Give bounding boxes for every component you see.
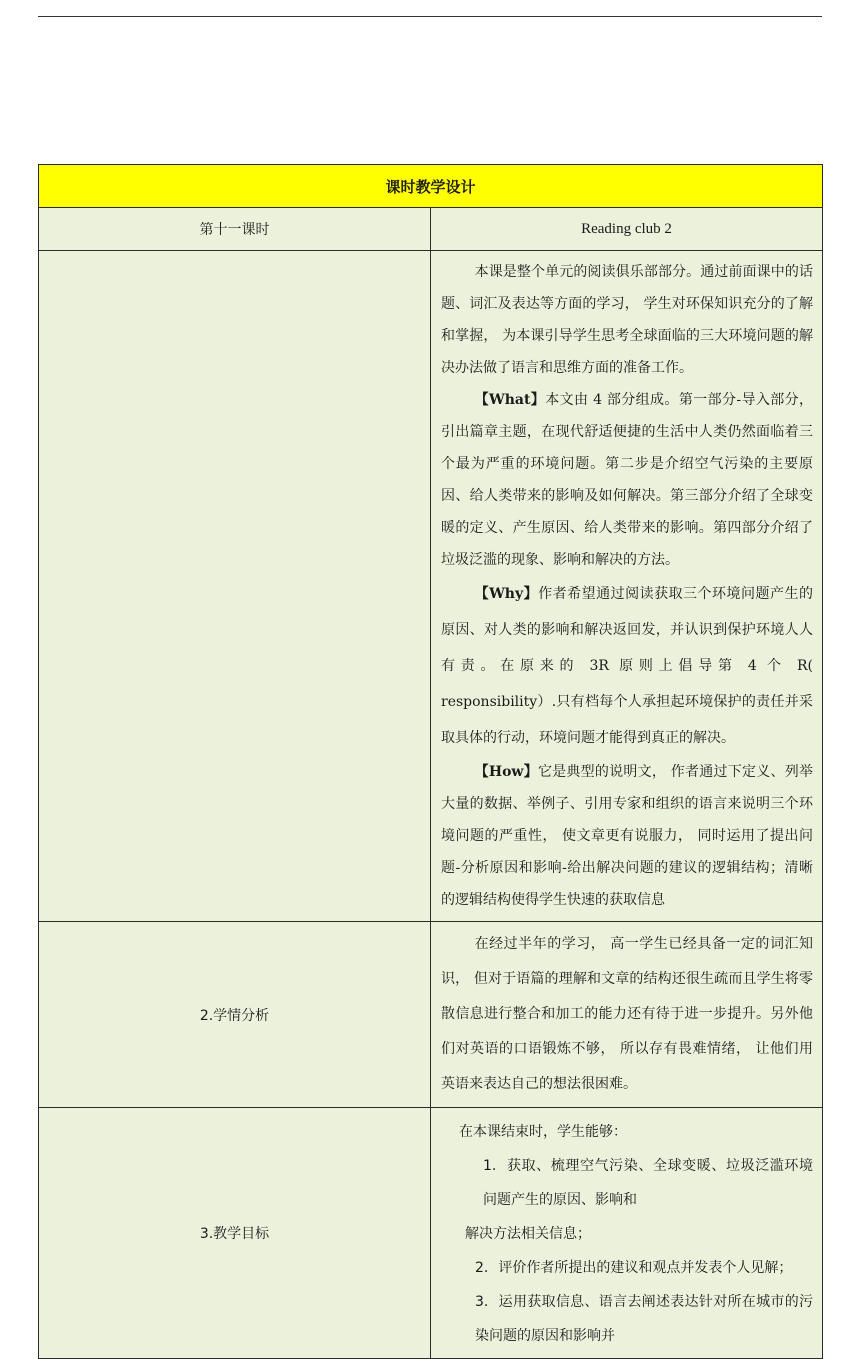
how-text: 它是典型的说明文， 作者通过下定义、列举大量的数据、举例子、引用专家和组织的语言来说明三个环境问题的严重性， 使文章更有说服力， 同时运用了提出问题-分析原因和影响-给出解决问题的建议的逻辑结构；清晰的逻辑结构使得学生快速的获取信息 — [441, 764, 813, 908]
objective-item-continued: 解决方法相关信息； — [465, 1226, 591, 1242]
why-text: 作者希望通过阅读获取三个环境问题产生的原因、对人类的影响和解决返回发，并认识到保护环境人人有责。在原来的 3R 原则上倡导第 4 个 R( responsibility）.只有档每个人承担起环境保护的责任并采取具体的行动，环境问题才能得到真正的解决。 — [441, 586, 814, 746]
objectives-cell — [431, 1108, 823, 1359]
objective-item: 1. 获取、梳理空气污染、全球变暖、垃圾泛滥环境问题产生的原因、影响和 — [483, 1158, 813, 1208]
what-paragraph — [441, 384, 813, 576]
student-analysis-label: 2.学情分析 — [39, 922, 431, 1108]
lesson-name: Reading club 2 — [431, 208, 823, 251]
what-tag: 【What】 — [474, 392, 546, 408]
how-paragraph — [441, 756, 813, 916]
table-title: 课时教学设计 — [39, 165, 823, 208]
objective-item: 2. 评价作者所提出的建议和观点并发表个人见解； — [475, 1260, 793, 1276]
header-rule — [38, 16, 822, 17]
objectives-label: 3.教学目标 — [39, 1108, 431, 1359]
objective-item: 3. 运用获取信息、语言去阐述表达针对所在城市的污染问题的原因和影响并 — [475, 1294, 813, 1344]
why-tag: 【Why】 — [474, 586, 539, 602]
text-analysis-cell — [431, 251, 823, 922]
analysis-label — [39, 251, 431, 922]
objectives-intro: 在本课结束时，学生能够： — [459, 1124, 627, 1140]
what-text: 本文由 4 部分组成。第一部分-导入部分，引出篇章主题，在现代舒适便捷的生活中人类仍然面临着三个最为严重的环境问题。第二步是介绍空气污染的主要原因、给人类带来的影响及如何解决。第三部分介绍了全球变暖的定义、产生原因、给人类带来的影响。第四部分介绍了垃圾泛滥的现象、影响和解决的方法。 — [441, 392, 813, 568]
student-analysis-text: 在经过半年的学习， 高一学生已经具备一定的词汇知识， 但对于语篇的理解和文章的结构还很生疏而且学生将零散信息进行整合和加工的能力还有待于进一步提升。另外他们对英语的口语锻炼不够， 所以存有畏难情绪， 让他们用英语来表达自己的想法很困难。 — [441, 936, 813, 1092]
analysis-intro: 本课是整个单元的阅读俱乐部部分。通过前面课中的话题、词汇及表达等方面的学习， 学生对环保知识充分的了解和掌握， 为本课引导学生思考全球面临的三大环境问题的解决办法做了语言和思维方面的准备工作。 — [441, 264, 813, 376]
student-analysis-cell — [431, 922, 823, 1108]
lesson-plan-table — [38, 164, 823, 1359]
lesson-label: 第十一课时 — [39, 208, 431, 251]
why-paragraph — [441, 576, 813, 756]
how-tag: 【How】 — [474, 764, 538, 780]
